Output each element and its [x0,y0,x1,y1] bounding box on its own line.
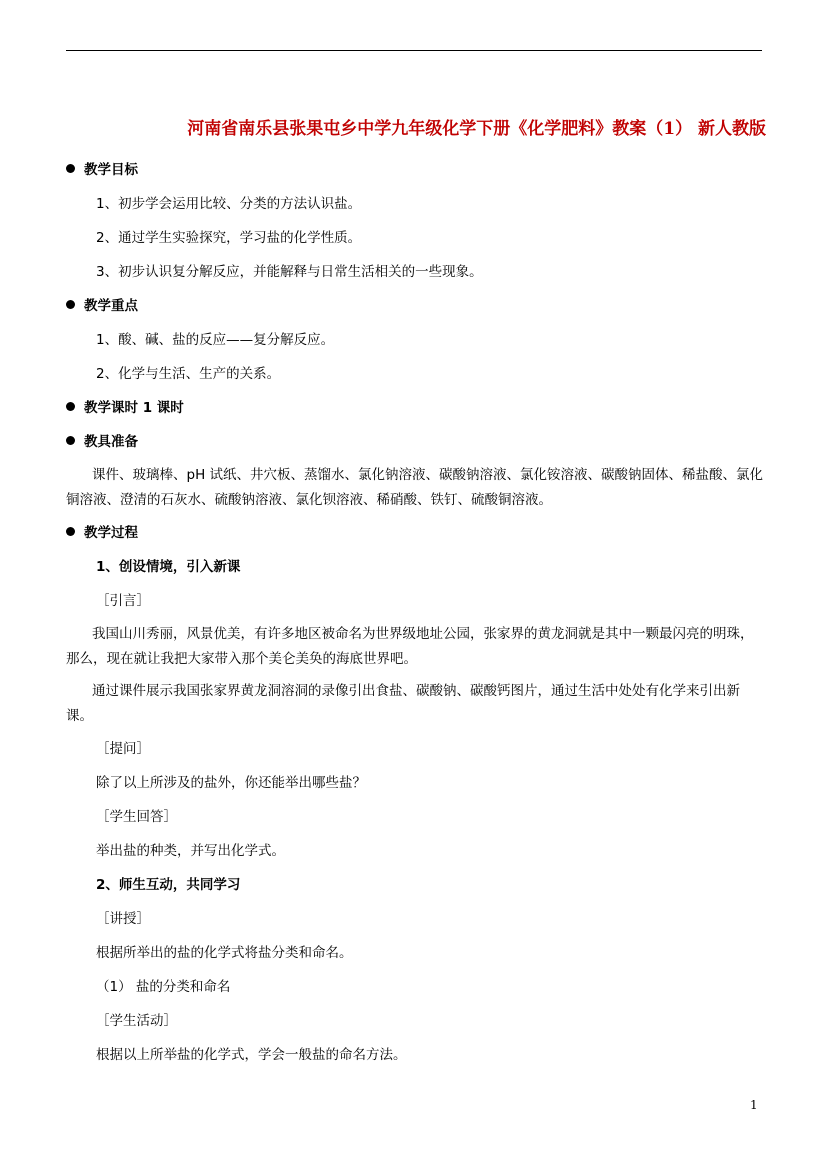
bullet-icon [66,164,75,173]
bullet-icon [66,527,75,536]
answer-text: 举出盐的种类，并写出化学式。 [96,843,285,859]
bullet-icon [66,402,75,411]
goal-2: 2、通过学生实验探究，学习盐的化学性质。 [96,230,362,246]
intro-text: 我国山川秀丽，风景优美，有许多地区被命名为世界级地址公园，张家界的黄龙洞就是其中一颗最闪亮的明珠，那么，现在就让我把大家带入那个美仑美奂的海底世界吧。 [66,626,754,667]
lecture-text: 根据所举出的盐的化学式将盐分类和命名。 [96,945,353,961]
document-title: 河南省南乐县张果屯乡中学九年级化学下册《化学肥料》教案（1） 新人教版 [187,119,766,139]
tag-intro: ［引言］ [96,593,150,609]
activity-text: 根据以上所举盐的化学式，学会一般盐的命名方法。 [96,1047,407,1063]
page-number: 1 [750,1098,758,1112]
tag-activity: ［学生活动］ [96,1013,177,1029]
tag-answer: ［学生回答］ [96,809,177,825]
goal-1: 1、初步学会运用比较、分类的方法认识盐。 [96,196,362,212]
step-2-heading: 2、师生互动，共同学习 [96,877,241,893]
tag-lecture: ［讲授］ [96,911,150,927]
tools-heading: 教具准备 [66,432,138,452]
bullet-icon [66,300,75,309]
header-rule [66,50,762,51]
key-1: 1、酸、碱、盐的反应——复分解反应。 [96,332,335,348]
subsection-1: （1） 盐的分类和命名 [96,979,231,995]
goals-heading: 教学目标 [66,160,138,180]
hours-heading: 教学课时 1 课时 [66,398,184,418]
question-text: 除了以上所涉及的盐外，你还能举出哪些盐？ [96,775,366,791]
goal-3: 3、初步认识复分解反应，并能解释与日常生活相关的一些现象。 [96,264,483,280]
process-heading: 教学过程 [66,523,138,543]
courseware-text: 通过课件展示我国张家界黄龙洞溶洞的录像引出食盐、碳酸钠、碳酸钙图片，通过生活中处处有化学来引出新课。 [66,683,740,724]
bullet-icon [66,436,75,445]
tag-question: ［提问］ [96,741,150,757]
key-2: 2、化学与生活、生产的关系。 [96,366,281,382]
step-1-heading: 1、创设情境，引入新课 [96,559,241,575]
tools-text: 课件、玻璃棒、pH 试纸、井穴板、蒸馏水、氯化钠溶液、碳酸钠溶液、氯化铵溶液、碳酸钠固体、稀盐酸、氯化铜溶液、澄清的石灰水、硫酸钠溶液、氯化钡溶液、稀硝酸、铁钉、硫酸铜溶液。 [66,467,764,508]
key-heading: 教学重点 [66,296,138,316]
